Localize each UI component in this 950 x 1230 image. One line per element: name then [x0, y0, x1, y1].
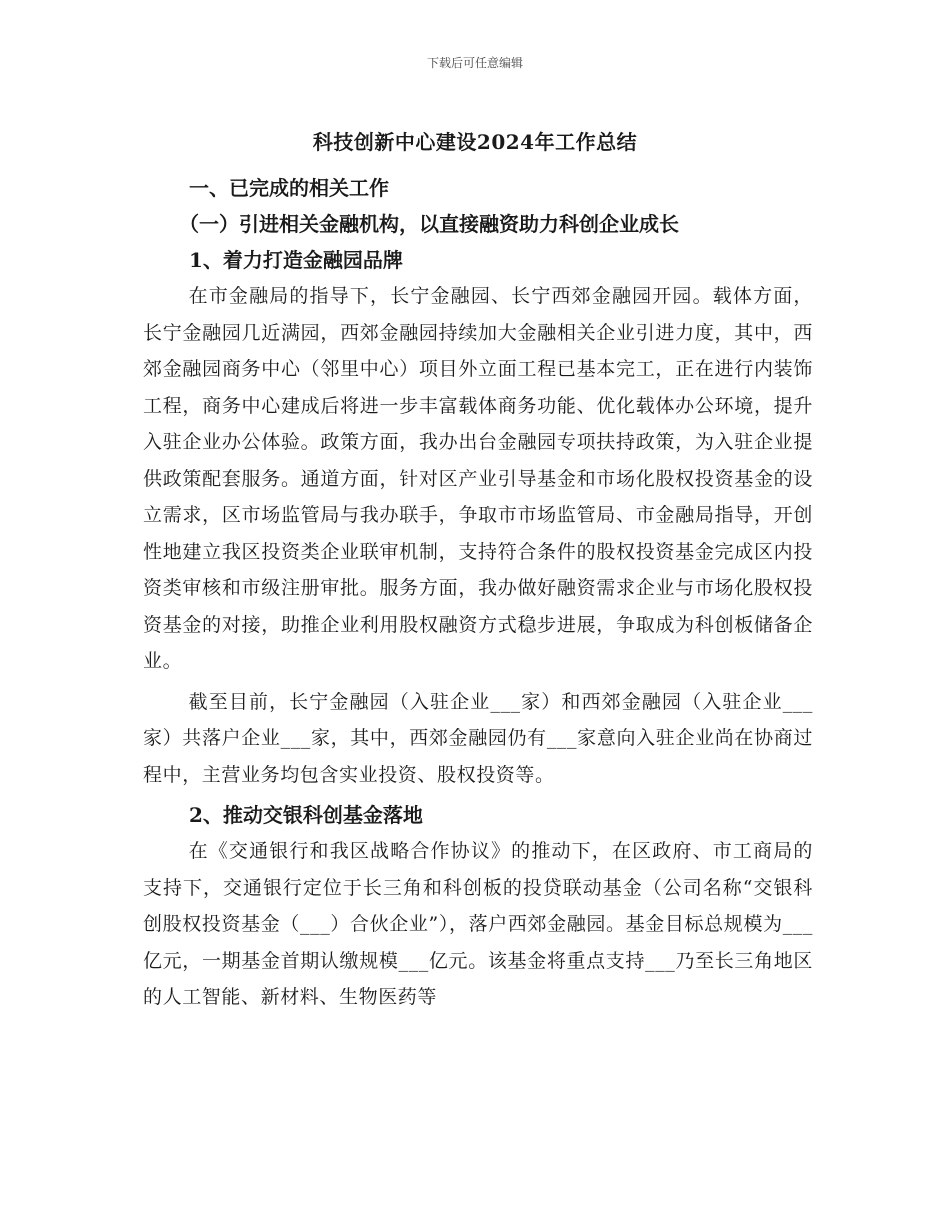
document-title: 科技创新中心建设2024年工作总结 [312, 130, 638, 154]
item-heading-financial-park-brand: 1、着力打造金融园品牌 [189, 248, 403, 272]
item-heading-fund-landing: 2、推动交银科创基金落地 [189, 803, 423, 827]
section-heading-completed-work: 一、已完成的相关工作 [189, 176, 389, 200]
paragraph-enterprise-counts: 截至目前，长宁金融园（入驻企业___家）和西郊金融园（入驻企业___家）共落户企业___家，其中，西郊金融园仍有___家意向入驻企业尚在协商过程中，主营业务均包含实业投资、股权投资等。 [143, 690, 813, 786]
paragraph-fund-details: 在《交通银行和我区战略合作协议》的推动下，在区政府、市工商局的支持下，交通银行定位于长三角和科创板的投贷联动基金（公司名称“交银科创股权投资基金（___）合伙企业”），落户西郊金融园。基金目标总规模为___亿元，一期基金首期认缴规模___亿元。该基金将重点支持___乃至长三角地区的人工智能、新材料、生物医药等 [143, 840, 813, 1008]
document-body [143, 170, 813, 1016]
page-header-note: 下载后可任意编辑 [426, 56, 523, 70]
paragraph-financial-park-overview: 在市金融局的指导下，长宁金融园、长宁西郊金融园开园。载体方面，长宁金融园几近满园，西郊金融园持续加大金融相关企业引进力度，其中，西郊金融园商务中心（邻里中心）项目外立面工程已基本完工，正在进行内装饰工程，商务中心建成后将进一步丰富载体商务功能、优化载体办公环境，提升入驻企业办公体验。政策方面，我办出台金融园专项扶持政策，为入驻企业提供政策配套服务。通道方面，针对区产业引导基金和市场化股权投资基金的设立需求，区市场监管局与我办联手，争取市市场监管局、市金融局指导，开创性地建立我区投资类企业联审机制，支持符合条件的股权投资基金完成区内投资类审核和市级注册审批。服务方面，我办做好融资需求企业与市场化股权投资基金的对接，助推企业利用股权融资方式稳步进展，争取成为科创板储备企业。 [143, 285, 813, 672]
subsection-heading-financial-institutions: （一）引进相关金融机构，以直接融资助力科创企业成长 [179, 212, 679, 236]
